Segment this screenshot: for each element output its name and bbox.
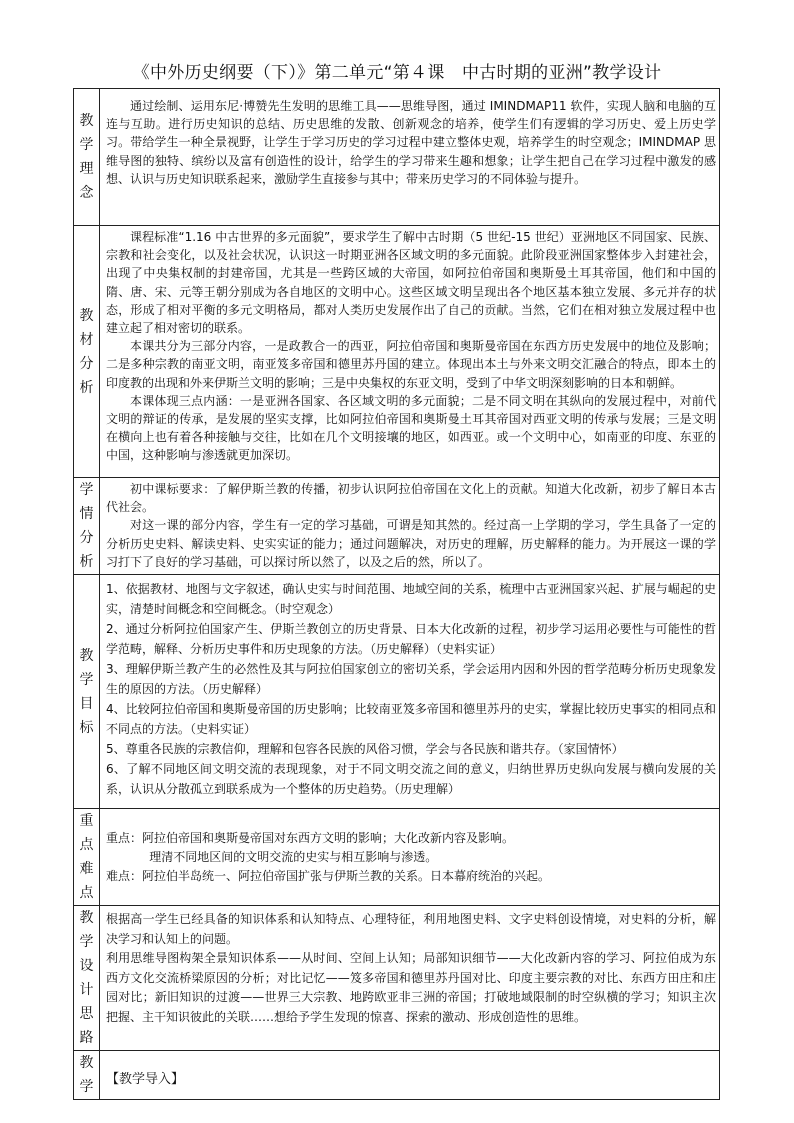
- paragraph: 利用思维导图构架全景知识体系——从时间、空间上认知；局部知识细节——大化改新内容的学习、阿拉伯成为东西方文化交流桥梁原因的分析；对比记忆——笈多帝国和德里苏丹国对比、印度主要宗教的对比、东西方田庄和庄园对比；新旧知识的过渡——世界三大宗教、地跨欧亚非三洲的帝国；打破地域限制的时空纵横的学习；知识主次把握、主干知识彼此的关联……想给予学生发现的惊喜、探索的激动、形成创造性的思维。: [106, 951, 716, 1024]
- row-content: [100, 1051, 720, 1100]
- row-textbook-analysis: [74, 226, 720, 478]
- row-content: [100, 906, 720, 1051]
- difficult-point: 难点：阿拉伯半岛统一、阿拉伯帝国扩张与伊斯兰教的关系。日本幕府统治的兴起。: [106, 868, 551, 883]
- row-teaching-process: [74, 1051, 720, 1100]
- row-student-analysis: [74, 478, 720, 575]
- objective-item: 5、尊重各民族的宗教信仰，理解和包容各民族的风俗习惯，学会与各民族和谐共存。（家国情怀）: [106, 742, 624, 756]
- row-content: [100, 89, 720, 226]
- paragraph: 课程标准“1.16 中古世界的多元面貌”，要求学生了解中古时期（5 世纪-15 世纪）亚洲地区不同国家、民族、宗教和社会变化，以及社会状况，认识这一时期亚洲各区域文明的多元面貌。此阶段亚洲国家整体步入封建社会，出现了中央集权制的封建帝国，尤其是一些跨区域的大帝国，如阿拉伯帝国和奥斯曼土耳其帝国，他们和中国的隋、唐、宋、元等王朝分别成为各自地区的文明中心。这些区域文明呈现出各个地区基本独立发展、多元并存的状态，形成了相对平衡的多元文明格局，都对人类历史发展作出了自己的贡献。当然，它们在相对独立发展过程中也建立起了相对密切的联系。: [106, 230, 716, 336]
- row-teaching-objectives: [74, 575, 720, 809]
- section-heading: 【教学导入】: [106, 1072, 185, 1087]
- objective-item: 4、比较阿拉伯帝国和奥斯曼帝国的历史影响；比较南亚笈多帝国和德里苏丹的史实，掌握比较历史事实的相同点和不同点的方法。（史料实证）: [106, 702, 716, 736]
- paragraph: 根据高一学生已经具备的知识体系和认知特点、心理特征，利用地图史料、文字史料创设情境，对史料的分析，解决学习和认知上的问题。: [106, 912, 716, 946]
- document-title: 《中外历史纲要（下）》第二单元“第４课 中古时期的亚洲”教学设计: [132, 63, 662, 83]
- objective-item: 6、了解不同地区间文明交流的表现现象，对于不同文明交流之间的意义，归纳世界历史纵向发展与横向发展的关系，认识从分散孤立到联系成为一个整体的历史趋势。（历史理解）: [106, 762, 716, 796]
- paragraph: 初中课标要求：了解伊斯兰教的传播，初步认识阿拉伯帝国在文化上的贡献。知道大化改新，初步了解日本古代社会。: [106, 482, 716, 515]
- objective-item: 2、通过分析阿拉伯国家产生、伊斯兰教创立的历史背景、日本大化改新的过程，初步学习运用必要性与可能性的哲学范畴，解释、分析历史事件和历史现象的方法。（历史解释）（史料实证）: [106, 622, 716, 656]
- paragraph: 本课体现三点内涵：一是亚洲各国家、各区域文明的多元面貌；二是不同文明在其纵向的发展过程中，对前代文明的辩证的传承，是发展的坚实支撑，比如阿拉伯帝国和奥斯曼土耳其帝国对西亚文明的传承与发展；三是文明在横向上也有着各种接触与交往，比如在几个文明接壤的地区，如西亚。或一个文明中心，如南亚的印度、东亚的中国，这种影响与渗透就更加深切。: [106, 393, 716, 463]
- row-label: 教 学: [74, 1051, 100, 1100]
- lesson-plan-table: [73, 88, 720, 1100]
- row-label: 教 学 设 计 思 路: [74, 906, 100, 1051]
- objective-item: 1、依据教材、地图与文字叙述，确认史实与时间范围、地域空间的关系，梳理中古亚洲国家兴起、扩展与崛起的史实，清楚时间概念和空间概念。（时空观念）: [106, 582, 716, 616]
- row-content: [100, 575, 720, 809]
- paragraph: 对这一课的部分内容，学生有一定的学习基础，可谓是知其然的。经过高一上学期的学习，学生具备了一定的分析历史史料、解读史料、史实实证的能力；通过问题解决，对历史的理解，历史解释的能力。为开展这一课的学习打下了良好的学习基础，可以探讨所以然了，以及之后的然，所以了。: [106, 518, 716, 569]
- row-content: [100, 478, 720, 575]
- row-label: 重 点 难 点: [74, 809, 100, 906]
- key-point: 重点：阿拉伯帝国和奥斯曼帝国对东西方文明的影响；大化改新内容及影响。: [106, 830, 515, 845]
- paragraph: 本课共分为三部分内容，一是政教合一的西亚，阿拉伯帝国和奥斯曼帝国在东西方历史发展中的地位及影响；二是多种宗教的南亚文明，南亚笈多帝国和德里苏丹国的建立。体现出本土与外来文明交汇融合的特点，即本土的印度教的出现和外来伊斯兰文明的影响；三是中央集权的东亚文明，受到了中华文明深刻影响的日本和朝鲜。: [106, 339, 716, 390]
- row-design-approach: [74, 906, 720, 1051]
- paragraph: 通过绘制、运用东尼·博赞先生发明的思维工具——思维导图，通过 IMINDMAP11 软件，实现人脑和电脑的互连与互助。进行历史知识的总结、历史思维的发散、创新观念的培养，使学生们有逻辑的学习历史、爱上历史学习。带给学生一种全景视野，让学生于学习历史的学习过程中建立整体史观，培养学生的时空观念；IMINDMAP 思维导图的独特、缤纷以及富有创造性的设计，给学生的学习带来生趣和想象；让学生把自己在学习过程中激发的感想、认识与历史知识联系起来，激励学生直接参与其中；带来历史学习的不同体验与提升。: [106, 99, 716, 186]
- row-key-difficult-points: [74, 809, 720, 906]
- row-content: [100, 226, 720, 478]
- key-point-continued: 理清不同地区间的文明交流的史实与相互影响与渗透。: [149, 849, 438, 864]
- row-label: 教 学 目 标: [74, 575, 100, 809]
- row-label: 学 情 分 析: [74, 478, 100, 575]
- objective-item: 3、理解伊斯兰教产生的必然性及其与阿拉伯国家创立的密切关系，学会运用内因和外因的哲学范畴分析历史现象发生的原因的方法。（历史解释）: [106, 662, 716, 696]
- row-label: 教 材 分 析: [74, 226, 100, 478]
- row-label: 教 学 理 念: [74, 89, 100, 226]
- row-teaching-philosophy: [74, 89, 720, 226]
- row-content: [100, 809, 720, 906]
